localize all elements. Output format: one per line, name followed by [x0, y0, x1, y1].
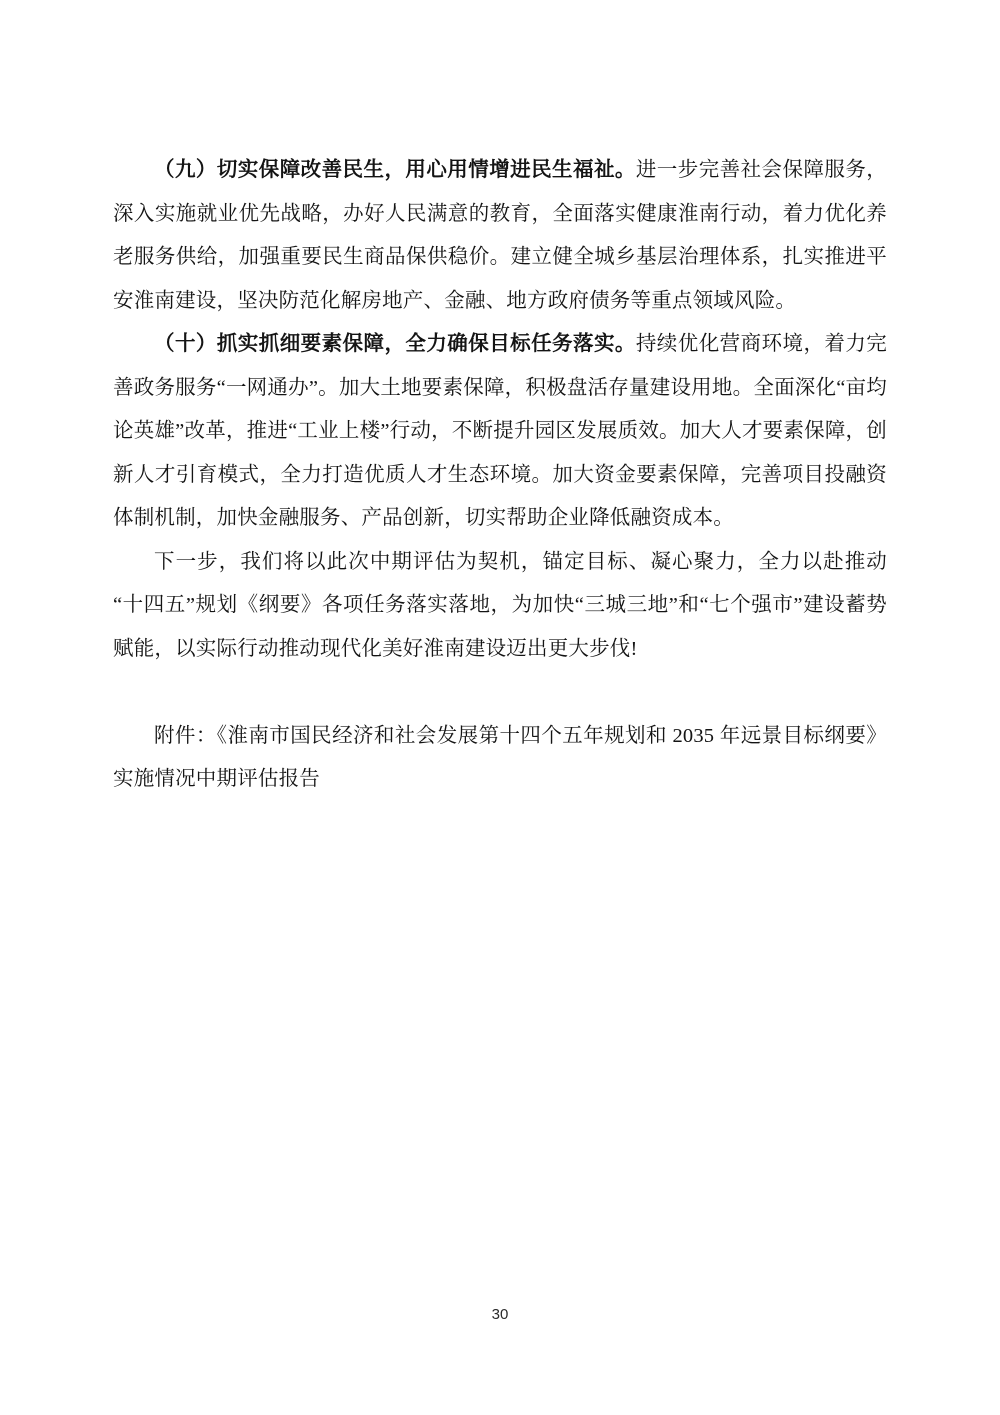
paragraph-nine-text: 进一步完善社会保障服务，深入实施就业优先战略，办好人民满意的教育，全面落实健康淮南行动，着力优化养老服务供给，加强重要民生商品保供稳价。建立健全城乡基层治理体系，扎实推进平安淮南建设，坚决防范化解房地产、金融、地方政府债务等重点领域风险。 — [113, 159, 887, 312]
attachment-note: 附件：《淮南市国民经济和社会发展第十四个五年规划和 2035 年远景目标纲要》实施情况中期评估报告 — [113, 724, 887, 790]
page-number: 30 — [491, 1306, 509, 1323]
closing-paragraph — [113, 541, 887, 672]
document-body — [113, 149, 887, 802]
paragraph-ten-text: 持续优化营商环境，着力完善政务服务“一网通办”。加大土地要素保障，积极盘活存量建设用地。全面深化“亩均论英雄”改革，推进“工业上楼”行动，不断提升园区发展质效。加大人才要素保障，创新人才引育模式，全力打造优质人才生态环境。加大资金要素保障，完善项目投融资体制机制，加快金融服务、产品创新，切实帮助企业降低融资成本。 — [113, 333, 887, 529]
paragraph-nine-heading: （九）切实保障改善民生，用心用情增进民生福祉。 — [154, 159, 636, 181]
closing-paragraph-text: 下一步，我们将以此次中期评估为契机，锚定目标、凝心聚力，全力以赴推动“十四五”规划《纲要》各项任务落实落地，为加快“三城三地”和“七个强市”建设蓄势赋能，以实际行动推动现代化美好淮南建设迈出更大步伐! — [113, 550, 887, 660]
paragraph-nine — [113, 149, 887, 323]
paragraph-ten — [113, 323, 887, 541]
paragraph-ten-heading: （十）抓实抓细要素保障，全力确保目标任务落实。 — [154, 333, 636, 355]
